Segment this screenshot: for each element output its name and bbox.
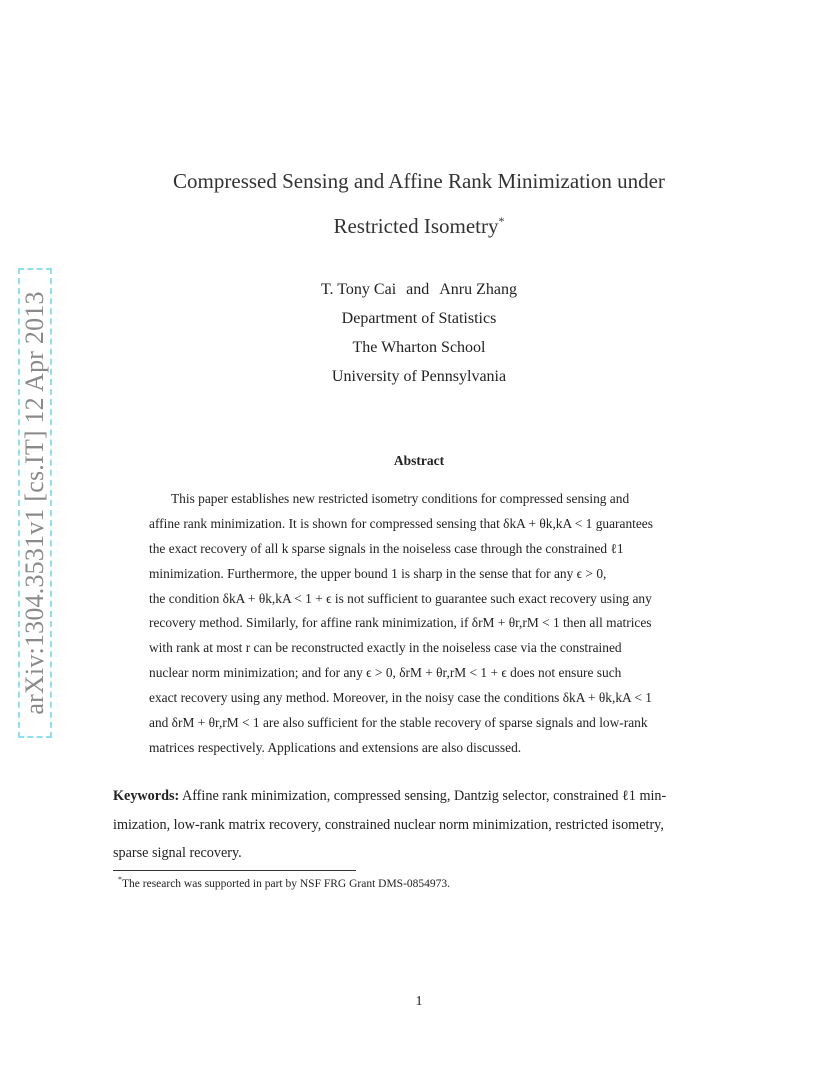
abstract-line: matrices respectively. Applications and extensions are also discussed. bbox=[149, 740, 522, 755]
footnote-mark: * bbox=[118, 875, 122, 884]
footnote bbox=[118, 875, 450, 890]
abstract-line: nuclear norm minimization; and for any ϵ > 0, δrM + θr,rM < 1 + ϵ does not ensure such bbox=[149, 665, 622, 680]
abstract-line: This paper establishes new restricted isometry conditions for compressed sensing and bbox=[171, 491, 630, 506]
author-name: Anru Zhang bbox=[439, 281, 518, 298]
paper-title-text: Restricted Isometry bbox=[333, 214, 499, 238]
author-conjunction: and bbox=[406, 281, 430, 298]
keywords-text: Affine rank minimization, compressed sensing, Dantzig selector, constrained ℓ1 min- bbox=[181, 788, 667, 804]
keywords-line: sparse signal recovery. bbox=[113, 845, 242, 861]
abstract-line: exact recovery using any method. Moreover, in the noisy case the conditions δkA + θk,kA < 1 bbox=[149, 690, 652, 705]
abstract-heading: Abstract bbox=[393, 453, 445, 468]
arxiv-stamp-text: arXiv:1304.3531v1 [cs.IT] 12 Apr 2013 bbox=[20, 291, 49, 715]
keywords-line: imization, low-rank matrix recovery, constrained nuclear norm minimization, restricted isometry, bbox=[113, 817, 664, 833]
title-footnote-mark: * bbox=[498, 214, 505, 228]
abstract-line: and δrM + θr,rM < 1 are also sufficient for the stable recovery of sparse signals and low-rank bbox=[149, 715, 648, 730]
affiliation-department: Department of Statistics bbox=[341, 310, 497, 327]
abstract-line: minimization. Furthermore, the upper bound 1 is sharp in the sense that for any ϵ > 0, bbox=[149, 566, 607, 581]
abstract-line: recovery method. Similarly, for affine rank minimization, if δrM + θr,rM < 1 then all matrices bbox=[149, 615, 652, 630]
paper-title-line-1: Compressed Sensing and Affine Rank Minimization under bbox=[173, 169, 665, 193]
abstract-line: the condition δkA + θk,kA < 1 + ϵ is not sufficient to guarantee such exact recovery using any bbox=[149, 591, 652, 606]
keywords-label: Keywords: bbox=[113, 788, 180, 804]
abstract-line: affine rank minimization. It is shown for compressed sensing that δkA + θk,kA < 1 guarantees bbox=[149, 516, 653, 531]
footnote-divider bbox=[113, 870, 356, 871]
keywords-line bbox=[113, 788, 725, 805]
abstract-line: the exact recovery of all k sparse signals in the noiseless case through the constrained ℓ1 bbox=[149, 541, 624, 556]
affiliation-school: The Wharton School bbox=[352, 339, 486, 356]
author-name: T. Tony Cai bbox=[320, 281, 397, 298]
affiliation-university: University of Pennsylvania bbox=[331, 368, 507, 385]
author-line bbox=[0, 281, 828, 299]
footnote-text: The research was supported in part by NSF FRG Grant DMS-0854973. bbox=[122, 877, 451, 890]
page-number: 1 bbox=[415, 994, 423, 1009]
abstract-line: with rank at most r can be reconstructed exactly in the noiseless case via the constrained bbox=[149, 640, 622, 655]
paper-title-line-2 bbox=[0, 214, 828, 239]
